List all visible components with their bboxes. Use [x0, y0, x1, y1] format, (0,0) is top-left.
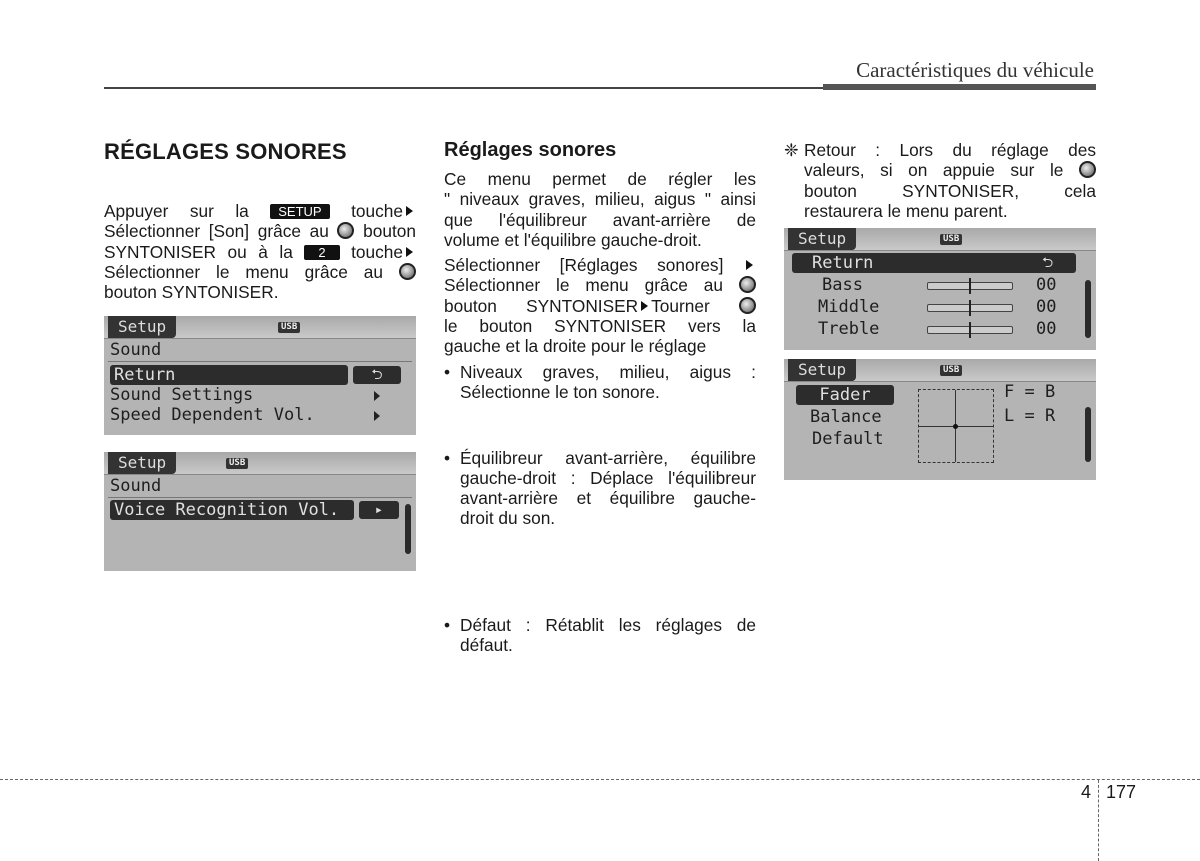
chevron-right-icon[interactable]: ▸	[359, 501, 399, 519]
steps-paragraph: Sélectionner [Réglages sonores] Sélectionner le menu grâce au bouton SYNTONISER Tourner le bouton SYNTONISER vers la gauche et la droite pour le réglage	[444, 255, 756, 357]
bass-slider[interactable]	[927, 282, 1013, 290]
scrollbar[interactable]	[1085, 407, 1091, 462]
screen-title: Sound	[110, 340, 162, 360]
menu-item-return[interactable]: Return	[110, 365, 348, 385]
menu-item-speed-dependent-vol[interactable]: Speed Dependent Vol.	[110, 405, 315, 425]
tune-knob-icon	[1079, 161, 1096, 178]
usb-icon: USB	[226, 458, 248, 469]
scrollbar[interactable]	[405, 504, 411, 554]
middle-label: Middle	[818, 297, 880, 317]
menu-item-voice-recognition-vol[interactable]: Voice Recognition Vol.	[110, 500, 354, 520]
treble-slider-thumb[interactable]	[969, 322, 971, 338]
tune-knob-icon	[739, 297, 756, 314]
treble-label: Treble	[818, 319, 880, 339]
page-number: 177	[1106, 782, 1137, 802]
bullet-bass-middle-treble: • Niveaux graves, milieu, aigus : Sélectionne le ton sonore.	[444, 362, 756, 403]
tune-knob-icon	[399, 263, 416, 280]
middle-value: 00	[1036, 297, 1057, 317]
next-step-icon	[406, 206, 413, 216]
tone-settings-screen	[784, 228, 1096, 350]
fader-balance-screen	[784, 359, 1096, 480]
fader-balance-grid[interactable]	[918, 389, 994, 463]
bullet-fader-balance: • Équilibreur avant-arrière, équilibre gauche-droit : Déplace l'équilibreur avant-arrière et équilibre gauche- droit du son.	[444, 448, 756, 529]
header-accent-bar	[823, 84, 1096, 90]
menu-item-fader[interactable]: Fader	[796, 385, 894, 405]
balance-position-dot	[953, 424, 958, 429]
bass-label: Bass	[822, 275, 863, 295]
setup-tab: Setup	[788, 359, 856, 381]
footer-divider	[1098, 780, 1099, 861]
bass-slider-thumb[interactable]	[969, 278, 971, 294]
bass-value: 00	[1036, 275, 1057, 295]
scrollbar[interactable]	[1085, 280, 1091, 338]
setup-tab: Setup	[108, 452, 176, 474]
screen-title: Sound	[110, 476, 162, 496]
balance-readout: L = R	[1004, 406, 1056, 426]
middle-slider-thumb[interactable]	[969, 300, 971, 316]
reference-mark-icon: ❈	[784, 140, 799, 160]
treble-slider[interactable]	[927, 326, 1013, 334]
subsection-heading: Réglages sonores	[444, 139, 617, 161]
chevron-right-icon	[374, 391, 380, 401]
setup-tab: Setup	[108, 316, 176, 338]
usb-icon: USB	[940, 234, 962, 245]
return-note: ❈ Retour : Lors du réglage des valeurs, si on appuie sur le bouton SYNTONISER, cela restaurera le menu parent.	[784, 140, 1096, 221]
usb-icon: USB	[940, 365, 962, 376]
preset-2-key-icon: 2	[304, 245, 339, 260]
treble-value: 00	[1036, 319, 1057, 339]
usb-icon: USB	[278, 322, 300, 333]
section-number: 4	[1081, 782, 1092, 802]
menu-item-balance[interactable]: Balance	[810, 407, 882, 427]
menu-item-sound-settings[interactable]: Sound Settings	[110, 385, 254, 405]
section-heading: RÉGLAGES SONORES	[104, 139, 347, 164]
footer-rule	[0, 779, 1200, 780]
setup-key-icon: SETUP	[270, 204, 329, 219]
return-icon: ⮌	[1042, 255, 1054, 271]
bullet-default: • Défaut : Rétablit les réglages de défaut.	[444, 615, 756, 656]
next-step-icon	[406, 247, 413, 257]
sound-menu-screen	[104, 316, 416, 435]
intro-paragraph: Appuyer sur la SETUP touche Sélectionner [Son] grâce au bouton SYNTONISER ou à la 2 touche Sélectionner le menu grâce au bouton SYNTONISER.	[104, 201, 416, 303]
setup-tab: Setup	[788, 228, 856, 250]
menu-item-return[interactable]: Return	[792, 253, 1076, 273]
next-step-icon	[641, 301, 648, 311]
chevron-right-icon	[374, 411, 380, 421]
return-icon[interactable]: ⮌	[353, 366, 401, 384]
tune-knob-icon	[739, 276, 756, 293]
chapter-title: Caractéristiques du véhicule	[856, 58, 1094, 82]
fader-readout: F = B	[1004, 382, 1056, 402]
middle-slider[interactable]	[927, 304, 1013, 312]
tune-knob-icon	[337, 222, 354, 239]
next-step-icon	[746, 260, 753, 270]
menu-item-default[interactable]: Default	[812, 429, 884, 449]
voice-recognition-screen	[104, 452, 416, 571]
description-paragraph: Ce menu permet de régler les " niveaux graves, milieu, aigus " ainsi que l'équilibreur avant-arrière de volume et l'équilibre gauche-droit.	[444, 169, 756, 250]
